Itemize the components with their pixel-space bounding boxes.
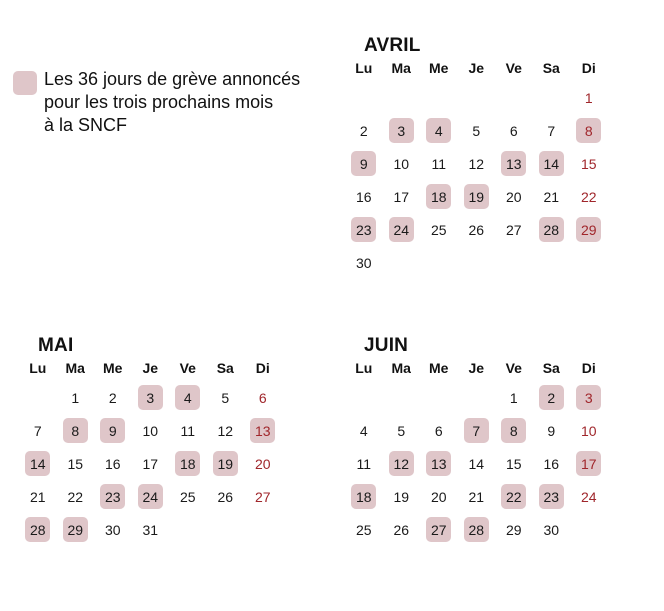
day-cell bbox=[420, 480, 458, 513]
weekday-label: Di bbox=[255, 360, 270, 376]
calendar-mai bbox=[29, 333, 298, 546]
strike-day bbox=[19, 513, 57, 546]
weekday-label: Ve bbox=[179, 360, 196, 376]
day-cell bbox=[345, 114, 383, 147]
strike-day bbox=[207, 447, 245, 480]
day-number: 1 bbox=[71, 389, 80, 406]
day-number: 10 bbox=[393, 155, 410, 172]
day-number: 15 bbox=[67, 455, 84, 472]
day-cell bbox=[94, 381, 132, 414]
day-cell bbox=[345, 447, 383, 480]
day-cell bbox=[533, 447, 571, 480]
day-number: 1 bbox=[584, 89, 593, 106]
strike-day bbox=[244, 414, 282, 447]
weekday-label: Lu bbox=[355, 360, 373, 376]
empty-cell bbox=[458, 381, 496, 414]
day-number: 29 bbox=[505, 521, 522, 538]
day-number: 26 bbox=[468, 221, 485, 238]
day-number: 17 bbox=[576, 451, 601, 476]
weekday-label: Sa bbox=[542, 360, 560, 376]
day-number: 9 bbox=[351, 151, 376, 176]
day-cell bbox=[169, 480, 207, 513]
day-cell bbox=[495, 114, 533, 147]
legend-text bbox=[44, 68, 300, 137]
day-number: 6 bbox=[509, 122, 518, 139]
day-number: 14 bbox=[539, 151, 564, 176]
day-cell bbox=[207, 414, 245, 447]
day-number: 6 bbox=[434, 422, 443, 439]
day-grid bbox=[345, 81, 624, 279]
legend-line-1: Les 36 jours de grève annoncés bbox=[44, 69, 301, 89]
day-number: 22 bbox=[501, 484, 526, 509]
strike-day bbox=[420, 180, 458, 213]
weekday-label: Je bbox=[468, 60, 485, 76]
day-cell bbox=[345, 414, 383, 447]
day-number: 18 bbox=[426, 184, 451, 209]
strike-day bbox=[458, 180, 496, 213]
day-number: 8 bbox=[63, 418, 88, 443]
empty-cell bbox=[420, 81, 458, 114]
day-number: 30 bbox=[355, 254, 372, 271]
weekday-label: Lu bbox=[29, 360, 47, 376]
calendar-avril bbox=[355, 33, 624, 279]
day-number: 24 bbox=[389, 217, 414, 242]
day-number: 26 bbox=[217, 488, 234, 505]
day-number: 9 bbox=[547, 422, 556, 439]
day-number: 11 bbox=[431, 155, 447, 172]
empty-cell bbox=[495, 81, 533, 114]
day-number: 31 bbox=[142, 521, 159, 538]
day-cell bbox=[383, 180, 421, 213]
day-number: 27 bbox=[426, 517, 451, 542]
day-number: 12 bbox=[217, 422, 234, 439]
weekday-label: Me bbox=[429, 360, 449, 376]
day-number: 10 bbox=[142, 422, 159, 439]
day-number: 16 bbox=[104, 455, 121, 472]
day-number: 24 bbox=[138, 484, 163, 509]
day-number: 19 bbox=[213, 451, 238, 476]
day-cell bbox=[570, 147, 608, 180]
strike-day bbox=[533, 381, 571, 414]
day-number: 27 bbox=[505, 221, 522, 238]
day-cell bbox=[533, 114, 571, 147]
weekday-label: Di bbox=[581, 60, 596, 76]
day-number: 2 bbox=[359, 122, 368, 139]
day-cell bbox=[383, 480, 421, 513]
day-number: 9 bbox=[100, 418, 125, 443]
day-number: 15 bbox=[505, 455, 522, 472]
day-number: 28 bbox=[539, 217, 564, 242]
day-number: 7 bbox=[33, 422, 42, 439]
day-number: 28 bbox=[25, 517, 50, 542]
strike-day bbox=[57, 414, 95, 447]
weekday-label: Sa bbox=[216, 360, 234, 376]
day-number: 14 bbox=[468, 455, 485, 472]
day-cell bbox=[57, 447, 95, 480]
empty-cell bbox=[420, 381, 458, 414]
day-number: 21 bbox=[468, 488, 485, 505]
day-number: 4 bbox=[175, 385, 200, 410]
day-number: 12 bbox=[468, 155, 485, 172]
day-number: 12 bbox=[389, 451, 414, 476]
strike-day bbox=[94, 414, 132, 447]
strike-day bbox=[132, 381, 170, 414]
strike-day bbox=[94, 480, 132, 513]
strike-day bbox=[345, 147, 383, 180]
day-cell bbox=[345, 180, 383, 213]
legend-line-3: à la SNCF bbox=[44, 115, 128, 135]
day-number: 2 bbox=[539, 385, 564, 410]
day-number: 18 bbox=[175, 451, 200, 476]
day-number: 24 bbox=[580, 488, 597, 505]
strike-day bbox=[570, 447, 608, 480]
day-cell bbox=[495, 381, 533, 414]
day-cell bbox=[244, 381, 282, 414]
weekday-label: Me bbox=[103, 360, 123, 376]
weekday-label: Ma bbox=[65, 360, 85, 376]
day-cell bbox=[244, 447, 282, 480]
day-cell bbox=[570, 180, 608, 213]
empty-cell bbox=[533, 81, 571, 114]
day-number: 27 bbox=[254, 488, 271, 505]
day-cell bbox=[533, 513, 571, 546]
day-grid bbox=[19, 381, 298, 546]
weekday-label: Je bbox=[468, 360, 485, 376]
day-cell bbox=[19, 414, 57, 447]
day-number: 7 bbox=[547, 122, 556, 139]
day-cell bbox=[345, 513, 383, 546]
day-cell bbox=[169, 414, 207, 447]
day-number: 23 bbox=[539, 484, 564, 509]
day-number: 25 bbox=[179, 488, 196, 505]
day-cell bbox=[533, 414, 571, 447]
weekday-label: Sa bbox=[542, 60, 560, 76]
day-cell bbox=[132, 447, 170, 480]
day-cell bbox=[495, 213, 533, 246]
day-number: 30 bbox=[104, 521, 121, 538]
day-number: 13 bbox=[250, 418, 275, 443]
day-cell bbox=[244, 480, 282, 513]
day-number: 11 bbox=[356, 455, 372, 472]
day-number: 8 bbox=[576, 118, 601, 143]
day-number: 23 bbox=[100, 484, 125, 509]
strike-day bbox=[345, 213, 383, 246]
day-number: 8 bbox=[501, 418, 526, 443]
day-cell bbox=[495, 447, 533, 480]
strike-day bbox=[533, 480, 571, 513]
weekday-label: Di bbox=[581, 360, 596, 376]
day-number: 16 bbox=[355, 188, 372, 205]
day-number: 25 bbox=[355, 521, 372, 538]
day-number: 15 bbox=[580, 155, 597, 172]
day-number: 14 bbox=[25, 451, 50, 476]
day-number: 17 bbox=[142, 455, 159, 472]
day-cell bbox=[420, 147, 458, 180]
day-number: 5 bbox=[472, 122, 481, 139]
day-cell bbox=[458, 147, 496, 180]
strike-day bbox=[132, 480, 170, 513]
day-number: 6 bbox=[258, 389, 267, 406]
strike-day bbox=[458, 414, 496, 447]
weekday-header bbox=[345, 59, 624, 81]
day-number: 26 bbox=[393, 521, 410, 538]
day-number: 1 bbox=[509, 389, 518, 406]
weekday-label: Ma bbox=[391, 60, 411, 76]
month-title: JUIN bbox=[364, 335, 409, 356]
day-number: 13 bbox=[501, 151, 526, 176]
day-cell bbox=[570, 414, 608, 447]
day-number: 19 bbox=[393, 488, 410, 505]
day-number: 19 bbox=[464, 184, 489, 209]
month-title: AVRIL bbox=[364, 35, 421, 56]
day-number: 20 bbox=[430, 488, 447, 505]
empty-cell bbox=[458, 81, 496, 114]
day-cell bbox=[420, 213, 458, 246]
weekday-label: Ve bbox=[505, 360, 522, 376]
day-cell bbox=[57, 381, 95, 414]
day-number: 21 bbox=[543, 188, 560, 205]
empty-cell bbox=[345, 81, 383, 114]
day-number: 20 bbox=[254, 455, 271, 472]
day-cell bbox=[458, 447, 496, 480]
empty-cell bbox=[19, 381, 57, 414]
day-cell bbox=[94, 513, 132, 546]
weekday-label: Me bbox=[429, 60, 449, 76]
day-cell bbox=[94, 447, 132, 480]
day-cell bbox=[132, 513, 170, 546]
strike-day bbox=[533, 147, 571, 180]
day-number: 4 bbox=[359, 422, 368, 439]
day-cell bbox=[207, 480, 245, 513]
strike-day bbox=[495, 147, 533, 180]
day-number: 7 bbox=[464, 418, 489, 443]
day-cell bbox=[458, 213, 496, 246]
weekday-label: Ve bbox=[505, 60, 522, 76]
strike-day bbox=[420, 114, 458, 147]
empty-cell bbox=[383, 381, 421, 414]
day-number: 11 bbox=[180, 422, 196, 439]
day-number: 3 bbox=[389, 118, 414, 143]
empty-cell bbox=[383, 81, 421, 114]
day-cell bbox=[207, 381, 245, 414]
day-cell bbox=[495, 180, 533, 213]
strike-day bbox=[169, 381, 207, 414]
strike-day bbox=[57, 513, 95, 546]
day-cell bbox=[458, 114, 496, 147]
day-number: 17 bbox=[393, 188, 410, 205]
day-cell bbox=[383, 147, 421, 180]
day-cell bbox=[570, 480, 608, 513]
day-cell bbox=[19, 480, 57, 513]
strike-day bbox=[570, 213, 608, 246]
legend-swatch bbox=[13, 71, 37, 95]
weekday-label: Ma bbox=[391, 360, 411, 376]
strike-day bbox=[420, 513, 458, 546]
day-number: 21 bbox=[29, 488, 46, 505]
day-number: 29 bbox=[576, 217, 601, 242]
day-cell bbox=[420, 414, 458, 447]
calendar-juin bbox=[355, 333, 624, 546]
day-number: 28 bbox=[464, 517, 489, 542]
day-cell bbox=[570, 81, 608, 114]
strike-day bbox=[570, 114, 608, 147]
strike-day bbox=[495, 480, 533, 513]
day-cell bbox=[495, 513, 533, 546]
empty-cell bbox=[345, 381, 383, 414]
strike-day bbox=[420, 447, 458, 480]
strike-day bbox=[495, 414, 533, 447]
day-number: 29 bbox=[63, 517, 88, 542]
strike-day bbox=[345, 480, 383, 513]
day-cell bbox=[132, 414, 170, 447]
day-number: 18 bbox=[351, 484, 376, 509]
day-number: 23 bbox=[351, 217, 376, 242]
day-number: 30 bbox=[543, 521, 560, 538]
day-number: 22 bbox=[580, 188, 597, 205]
day-number: 5 bbox=[221, 389, 230, 406]
day-cell bbox=[383, 414, 421, 447]
strike-day bbox=[383, 447, 421, 480]
day-cell bbox=[57, 480, 95, 513]
day-number: 25 bbox=[430, 221, 447, 238]
day-grid bbox=[345, 381, 624, 546]
month-title: MAI bbox=[38, 335, 74, 356]
strike-day bbox=[458, 513, 496, 546]
day-number: 5 bbox=[397, 422, 406, 439]
day-number: 3 bbox=[138, 385, 163, 410]
day-cell bbox=[458, 480, 496, 513]
strike-day bbox=[383, 114, 421, 147]
weekday-header bbox=[345, 359, 624, 381]
weekday-header bbox=[19, 359, 298, 381]
day-number: 20 bbox=[505, 188, 522, 205]
day-cell bbox=[533, 180, 571, 213]
day-cell bbox=[383, 513, 421, 546]
weekday-label: Je bbox=[142, 360, 159, 376]
day-number: 10 bbox=[580, 422, 597, 439]
weekday-label: Lu bbox=[355, 60, 373, 76]
strike-day bbox=[169, 447, 207, 480]
strike-day bbox=[19, 447, 57, 480]
strike-day bbox=[383, 213, 421, 246]
day-number: 16 bbox=[543, 455, 560, 472]
day-cell bbox=[345, 246, 383, 279]
legend-line-2: pour les trois prochains mois bbox=[44, 92, 274, 112]
day-number: 22 bbox=[67, 488, 84, 505]
strike-day bbox=[533, 213, 571, 246]
day-number: 13 bbox=[426, 451, 451, 476]
strike-day bbox=[570, 381, 608, 414]
day-number: 3 bbox=[576, 385, 601, 410]
day-number: 4 bbox=[426, 118, 451, 143]
day-number: 2 bbox=[108, 389, 117, 406]
